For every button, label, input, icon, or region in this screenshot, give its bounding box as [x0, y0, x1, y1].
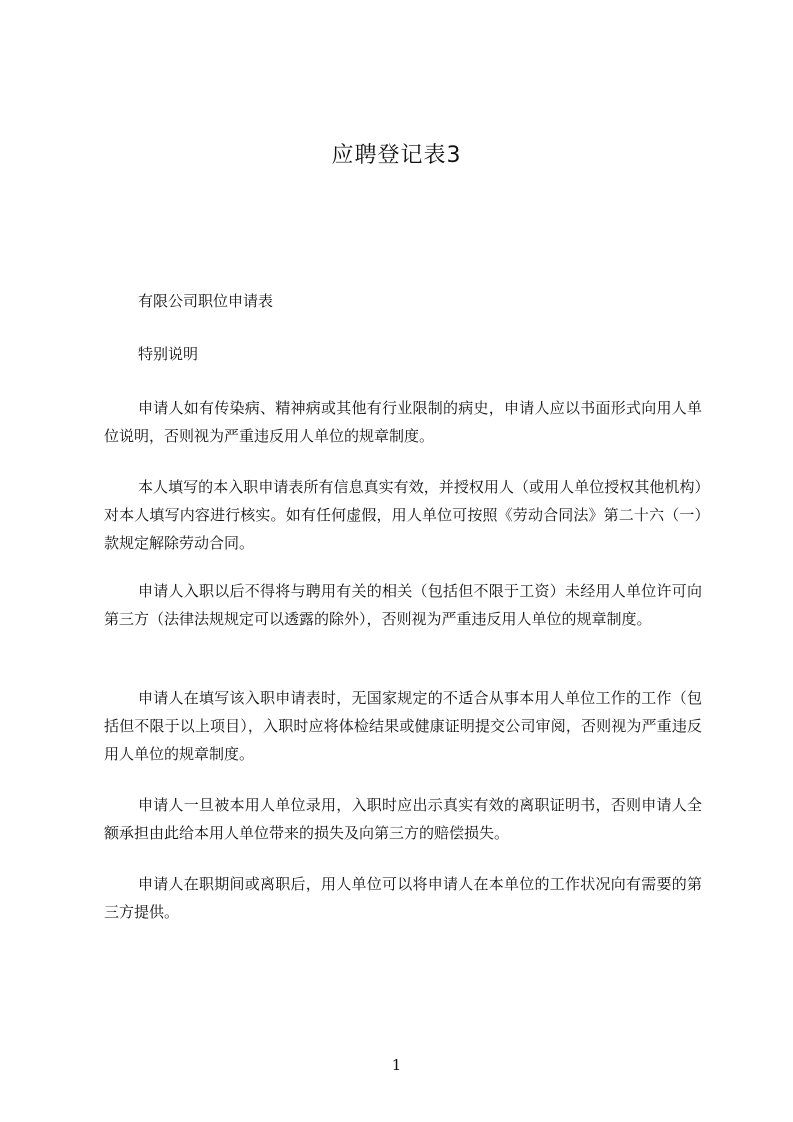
paragraph-6: 申请人在职期间或离职后，用人单位可以将申请人在本单位的工作状况向有需要的第三方提供。	[104, 875, 702, 921]
paragraph-2: 本人填写的本入职申请表所有信息真实有效，并授权用人（或用人单位授权其他机构）对本人填写内容进行核实。如有任何虚假，用人单位可按照《劳动合同法》第二十六（一）款规定解除劳动合同。	[104, 478, 702, 552]
document-title: 应聘登记表3	[331, 143, 462, 168]
section-heading: 特别说明	[138, 345, 199, 363]
paragraph-5: 申请人一旦被本用人单位录用，入职时应出示真实有效的离职证明书，否则申请人全额承担由此给本用人单位带来的损失及向第三方的赔偿损失。	[104, 796, 702, 842]
paragraph-3: 申请人入职以后不得将与聘用有关的相关（包括但不限于工资）未经用人单位许可向第三方（法律法规规定可以透露的除外），否则视为严重违反用人单位的规章制度。	[104, 582, 702, 628]
company-heading: 有限公司职位申请表	[138, 292, 274, 310]
paragraph-1: 申请人如有传染病、精神病或其他有行业限制的病史，申请人应以书面形式向用人单位说明，否则视为严重违反用人单位的规章制度。	[104, 399, 702, 445]
paragraph-4: 申请人在填写该入职申请表时，无国家规定的不适合从事本用人单位工作的工作（包括但不限于以上项目），入职时应将体检结果或健康证明提交公司审阅，否则视为严重违反用人单位的规章制度。	[104, 689, 702, 763]
page-number: 1	[391, 1056, 402, 1074]
